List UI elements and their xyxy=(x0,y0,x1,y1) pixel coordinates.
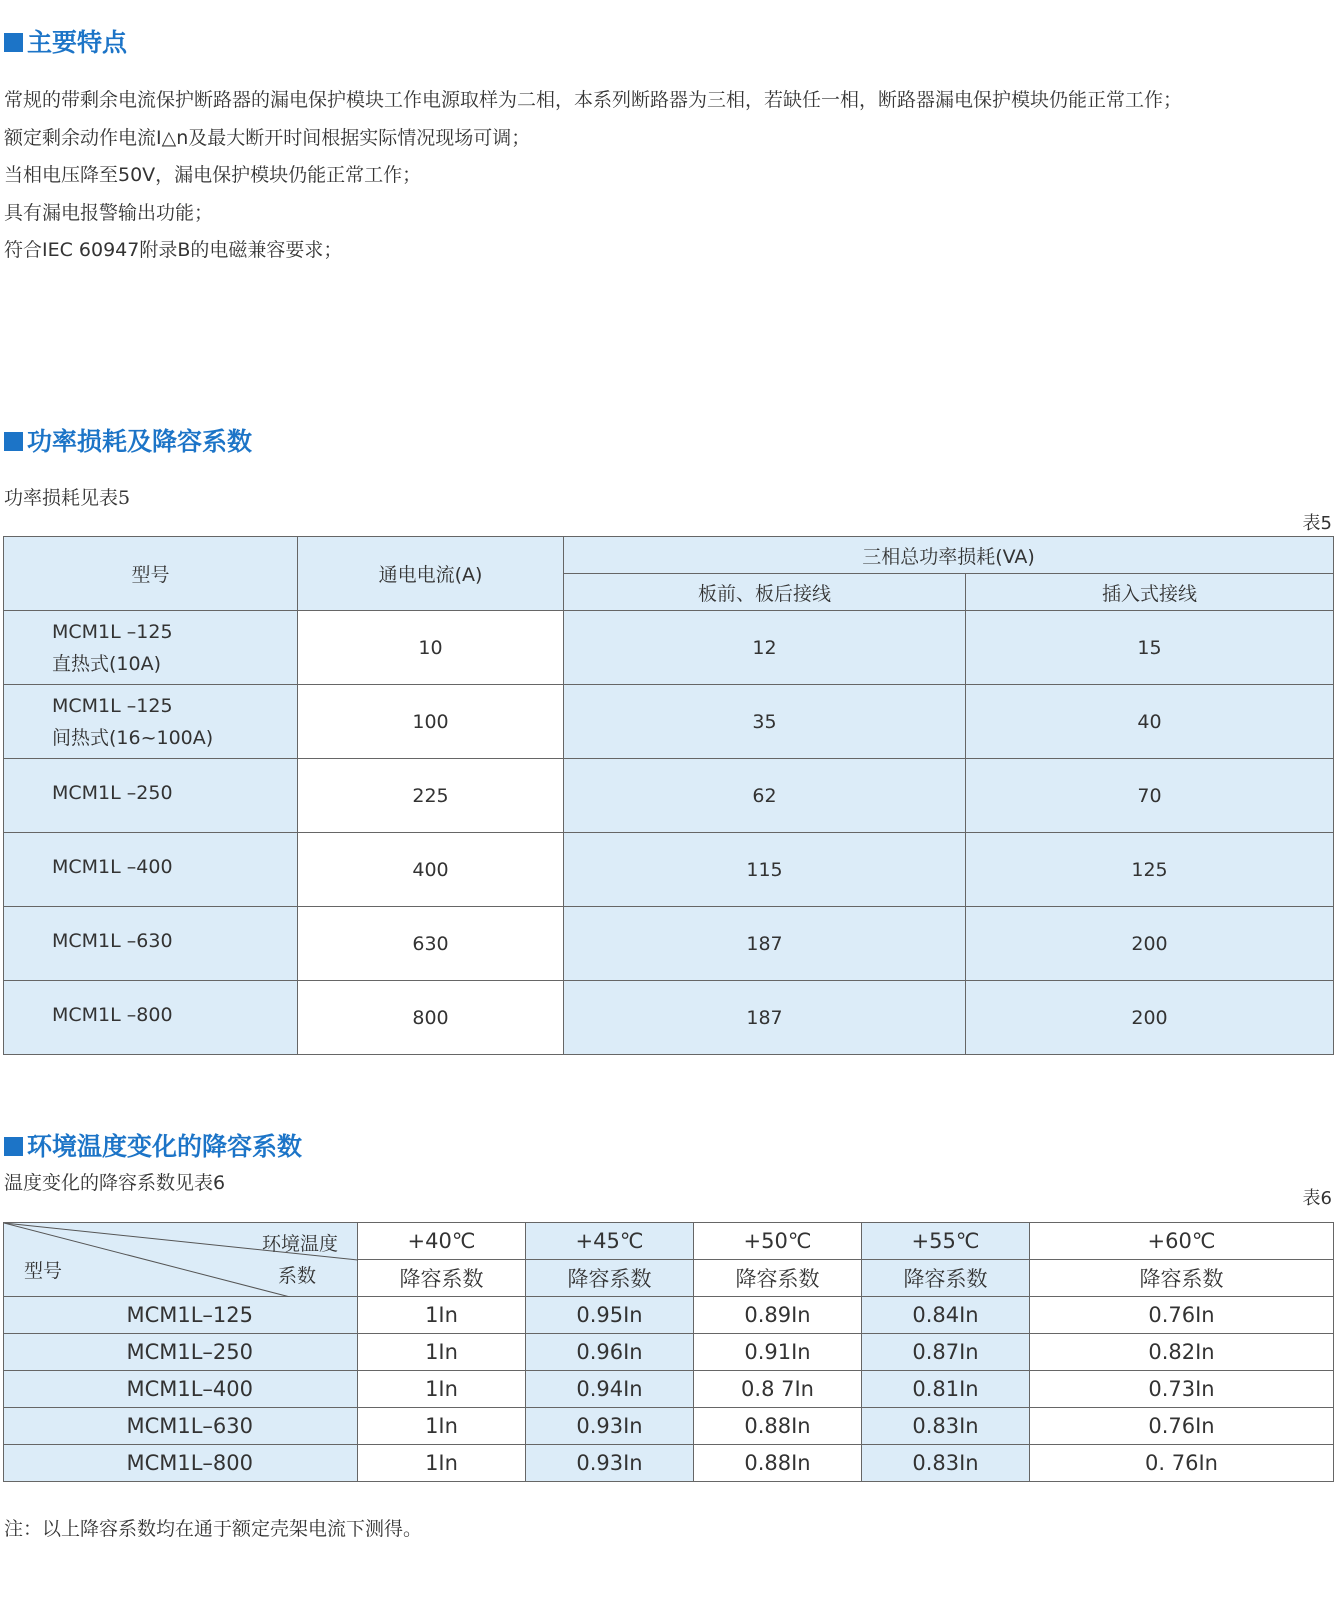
diagonal-header-cell xyxy=(4,1223,358,1297)
value-cell: 1In xyxy=(358,1371,526,1408)
section-title-features xyxy=(4,26,127,60)
value-cell: 1In xyxy=(358,1334,526,1371)
header-current: 通电电流(A) xyxy=(298,537,564,611)
table-row xyxy=(4,1334,1334,1371)
footnote: 注：以上降容系数均在通于额定壳架电流下测得。 xyxy=(4,1518,423,1540)
derating-table xyxy=(3,1222,1334,1482)
model-cell: MCM1L–800 xyxy=(4,1445,358,1482)
current-cell: 225 xyxy=(298,759,564,833)
factor-header: 降容系数 xyxy=(1030,1260,1334,1297)
value-cell: 0.93In xyxy=(526,1445,694,1482)
value-cell: 0.83In xyxy=(862,1408,1030,1445)
front-loss-cell: 12 xyxy=(564,611,966,685)
value-cell: 0.88In xyxy=(694,1445,862,1482)
current-cell: 100 xyxy=(298,685,564,759)
temp-header: +50℃ xyxy=(694,1223,862,1260)
value-cell: 0.76In xyxy=(1030,1408,1334,1445)
temp-header: +40℃ xyxy=(358,1223,526,1260)
model-cell: MCM1L –800 xyxy=(4,981,298,1055)
factor-header: 降容系数 xyxy=(358,1260,526,1297)
table6-intro: 温度变化的降容系数见表6 xyxy=(4,1172,226,1194)
model-cell: MCM1L–125 xyxy=(4,1297,358,1334)
header-total-loss: 三相总功率损耗(VA) xyxy=(564,537,1334,574)
section-title-text: 主要特点 xyxy=(27,28,128,57)
value-cell: 0.76In xyxy=(1030,1297,1334,1334)
front-loss-cell: 115 xyxy=(564,833,966,907)
current-cell: 10 xyxy=(298,611,564,685)
temp-header: +60℃ xyxy=(1030,1223,1334,1260)
model-cell: MCM1L–400 xyxy=(4,1371,358,1408)
current-cell: 400 xyxy=(298,833,564,907)
power-loss-table xyxy=(3,536,1334,1055)
plug-loss-cell: 125 xyxy=(966,833,1334,907)
diag-temp-label: 环境温度 xyxy=(262,1233,339,1255)
section-title-derating xyxy=(4,1130,302,1164)
table-row xyxy=(4,685,1334,759)
value-cell: 0.82In xyxy=(1030,1334,1334,1371)
value-cell: 0.89In xyxy=(694,1297,862,1334)
table-row xyxy=(4,1408,1334,1445)
temp-header: +45℃ xyxy=(526,1223,694,1260)
table5-label: 表5 xyxy=(1302,513,1332,534)
square-bullet-icon xyxy=(4,432,23,451)
model-cell: MCM1L–250 xyxy=(4,1334,358,1371)
factor-header: 降容系数 xyxy=(694,1260,862,1297)
model-cell: MCM1L–630 xyxy=(4,1408,358,1445)
plug-loss-cell: 40 xyxy=(966,685,1334,759)
table-row xyxy=(4,1371,1334,1408)
square-bullet-icon xyxy=(4,33,23,52)
factor-header: 降容系数 xyxy=(526,1260,694,1297)
factor-header: 降容系数 xyxy=(862,1260,1030,1297)
feature-item: 常规的带剩余电流保护断路器的漏电保护模块工作电源取样为二相，本系列断路器为三相，若缺任一相，断路器漏电保护模块仍能正常工作； xyxy=(4,89,1183,111)
table-row xyxy=(4,1445,1334,1482)
value-cell: 0.8 7In xyxy=(694,1371,862,1408)
model-cell: MCM1L –125 直热式(10A) xyxy=(4,611,298,685)
feature-item: 额定剩余动作电流I△n及最大断开时间根据实际情况现场可调； xyxy=(4,126,531,149)
feature-item: 当相电压降至50V，漏电保护模块仍能正常工作； xyxy=(4,164,422,186)
header-plug-in-wiring: 插入式接线 xyxy=(966,574,1334,611)
value-cell: 0.94In xyxy=(526,1371,694,1408)
value-cell: 0.91In xyxy=(694,1334,862,1371)
square-bullet-icon xyxy=(4,1137,23,1156)
value-cell: 0.95In xyxy=(526,1297,694,1334)
value-cell: 0.88In xyxy=(694,1408,862,1445)
front-loss-cell: 187 xyxy=(564,981,966,1055)
table-row xyxy=(4,981,1334,1055)
value-cell: 0.83In xyxy=(862,1445,1030,1482)
table6-label: 表6 xyxy=(1302,1188,1332,1209)
header-model: 型号 xyxy=(4,537,298,611)
front-loss-cell: 62 xyxy=(564,759,966,833)
front-loss-cell: 35 xyxy=(564,685,966,759)
value-cell: 0.93In xyxy=(526,1408,694,1445)
feature-list xyxy=(4,82,1182,270)
section-title-text: 环境温度变化的降容系数 xyxy=(27,1132,303,1161)
current-cell: 630 xyxy=(298,907,564,981)
table-row xyxy=(4,1297,1334,1334)
value-cell: 0. 76In xyxy=(1030,1445,1334,1482)
table-row xyxy=(4,759,1334,833)
feature-item: 符合IEC 60947附录B的电磁兼容要求； xyxy=(4,239,343,261)
table-row xyxy=(4,611,1334,685)
plug-loss-cell: 200 xyxy=(966,907,1334,981)
model-cell: MCM1L –125 间热式(16~100A) xyxy=(4,685,298,759)
value-cell: 0.96In xyxy=(526,1334,694,1371)
value-cell: 0.84In xyxy=(862,1297,1030,1334)
plug-loss-cell: 15 xyxy=(966,611,1334,685)
value-cell: 1In xyxy=(358,1408,526,1445)
current-cell: 800 xyxy=(298,981,564,1055)
section-title-text: 功率损耗及降容系数 xyxy=(27,427,253,456)
value-cell: 0.81In xyxy=(862,1371,1030,1408)
value-cell: 0.87In xyxy=(862,1334,1030,1371)
table-row xyxy=(4,833,1334,907)
value-cell: 0.73In xyxy=(1030,1371,1334,1408)
table-row xyxy=(4,907,1334,981)
header-front-back-wiring: 板前、板后接线 xyxy=(564,574,966,611)
plug-loss-cell: 70 xyxy=(966,759,1334,833)
section-title-power-loss xyxy=(4,425,252,459)
value-cell: 1In xyxy=(358,1445,526,1482)
temp-header: +55℃ xyxy=(862,1223,1030,1260)
plug-loss-cell: 200 xyxy=(966,981,1334,1055)
diag-model-label: 型号 xyxy=(24,1260,63,1282)
model-cell: MCM1L –400 xyxy=(4,833,298,907)
model-cell: MCM1L –250 xyxy=(4,759,298,833)
value-cell: 1In xyxy=(358,1297,526,1334)
feature-item: 具有漏电报警输出功能； xyxy=(4,201,214,224)
front-loss-cell: 187 xyxy=(564,907,966,981)
model-cell: MCM1L –630 xyxy=(4,907,298,981)
diag-factor-label: 系数 xyxy=(278,1265,317,1287)
table5-intro: 功率损耗见表5 xyxy=(4,487,131,509)
